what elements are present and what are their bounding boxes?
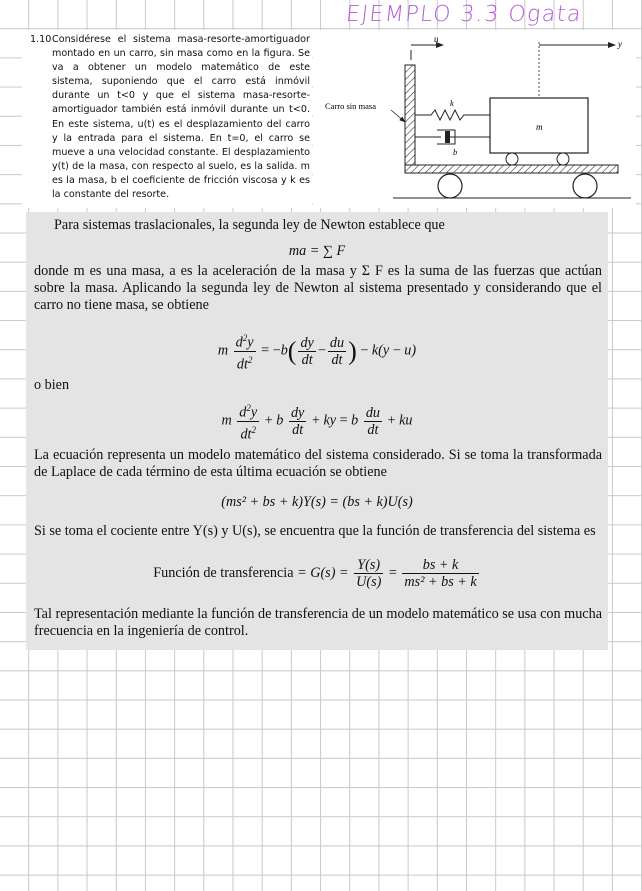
transfer-function-equation: Función de transferencia = G(s) = $\frac{Y(s)}{U(s)}$ = $\frac{bs + k}{\text{ms² + bs + k}}$ (153, 557, 477, 590)
mass-spring-damper-diagram (313, 30, 636, 208)
tf-num-poly: bs + k (402, 557, 478, 574)
tf-label: Función de transferencia (153, 564, 294, 581)
o-bien: o bien (34, 377, 70, 393)
paragraph-laplace: La ecuación representa un modelo matemático del sistema considerado. Si se toma la transformada de Laplace de cada término de esta última ecuación se obtiene (34, 447, 602, 480)
newton-equation: ma = ∑ F (288, 243, 346, 259)
paragraph-newton: donde m es una masa, a es la aceleración de la masa y Σ F es la suma de las fuerzas que actúan sobre la masa. Aplicando la segunda ley de Newton al sistema presentado y considerando que el carro no tiene masa, se obtiene (34, 263, 602, 313)
problem-text: Considérese el sistema masa-resorte-amortiguador montado en un carro, sin masa como en la figura. Se va a obtener un modelo matemático de este sistema, suponiendo que el carro está inmóvil durante un t<0 y que el sistema masa-resorte-amortiguador también está inmóvil durante un t<0. En este sistema, u(t) es el desplazamiento del carro y la entrada para el sistema. En t=0, el carro se mueve a una velocidad constante. El desplazamiento y(t) de la masa, con respecto al suelo, es la salida. m es la masa, b el coeficiente de fricción viscosa y k es la constante del resorte. (52, 34, 310, 201)
tf-num-ys: Y(s) (354, 557, 383, 574)
b-label: b (453, 147, 458, 157)
mass-label: m (536, 122, 543, 132)
problem-statement (22, 30, 312, 208)
intro-paragraph: Para sistemas traslacionales, la segunda ley de Newton establece que (54, 217, 445, 233)
cart-label: Carro sin masa (325, 101, 376, 111)
equation-2: m $\frac{d^2y}{dt^2}$ + b $\frac{dy}{dt}$ + ky = b $\frac{du}{dt}$ + ku (26, 400, 608, 442)
tf-den-poly: ms² + bs + k (404, 574, 477, 590)
k-label: k (450, 98, 454, 108)
textbook-excerpt (26, 212, 608, 650)
tf-den-us: U(s) (356, 574, 382, 590)
equation-1: m $\frac{d^2y}{dt^2}$ = −b( $\frac{dy}{dt}$ − $\frac{du}{dt}$ ) − k(y − u) (26, 330, 608, 372)
problem-number: 1.10 (30, 34, 52, 45)
y-label: y (618, 39, 622, 49)
tf-g: = G(s) = (297, 564, 349, 581)
u-label: u (434, 34, 439, 44)
paragraph-quotient: Si se toma el cociente entre Y(s) y U(s), se encuentra que la función de transferencia del sistema es (34, 523, 596, 539)
handwritten-annotation: EJEMPLO 3.3 Ogata (344, 2, 584, 27)
laplace-equation: (ms² + bs + k)Y(s) = (bs + k)U(s) (221, 494, 413, 510)
cart-system-figure (313, 30, 636, 208)
paragraph-conclusion: Tal representación mediante la función de transferencia de un modelo matemático se usa con mucha frecuencia en la ingeniería de control. (34, 606, 602, 639)
